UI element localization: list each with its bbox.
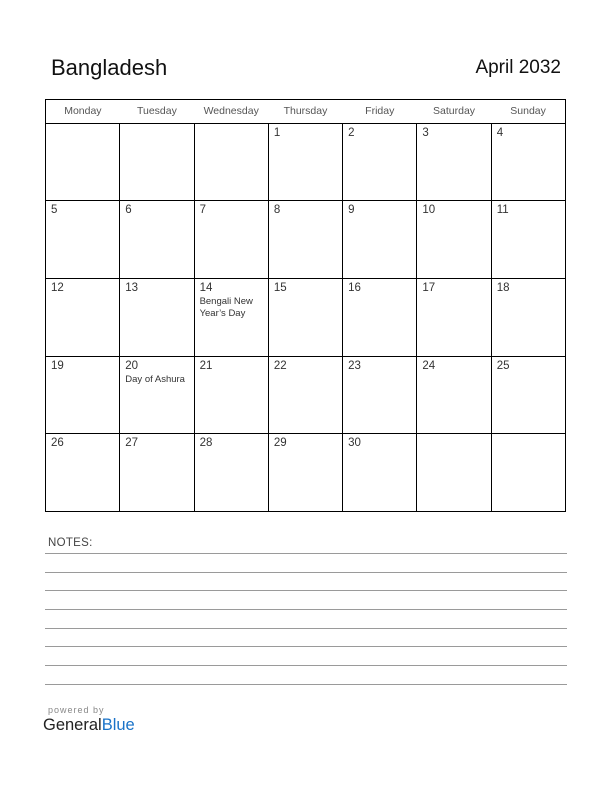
calendar-day-cell bbox=[194, 123, 268, 201]
calendar-day-cell bbox=[491, 434, 565, 512]
calendar-day-cell bbox=[268, 278, 342, 356]
day-number: 23 bbox=[348, 359, 361, 372]
calendar-day-cell bbox=[417, 434, 491, 512]
calendar-day-cell bbox=[46, 201, 120, 279]
calendar-day-cell bbox=[491, 201, 565, 279]
day-number: 10 bbox=[422, 204, 436, 217]
day-number: 19 bbox=[51, 359, 64, 372]
weekday-header: Tuesday bbox=[120, 100, 194, 124]
calendar-day-cell bbox=[268, 356, 342, 434]
calendar-day-cell bbox=[343, 201, 417, 279]
notes-line bbox=[45, 572, 567, 573]
month-year-title: April 2032 bbox=[475, 57, 561, 78]
calendar-day-cell bbox=[343, 123, 417, 201]
generalblue-logo[interactable] bbox=[43, 716, 135, 735]
calendar-day-cell bbox=[491, 356, 565, 434]
calendar-day-cell bbox=[268, 434, 342, 512]
brand-blue-text: Blue bbox=[101, 716, 135, 734]
notes-line bbox=[45, 628, 567, 629]
weekday-header: Monday bbox=[46, 100, 120, 124]
day-number: 30 bbox=[348, 437, 361, 450]
day-number: 17 bbox=[422, 281, 436, 294]
calendar-day-cell bbox=[194, 356, 268, 434]
day-number: 3 bbox=[422, 126, 429, 139]
calendar-week-row bbox=[46, 434, 566, 512]
day-number: 8 bbox=[273, 204, 281, 217]
calendar-day-cell bbox=[120, 278, 194, 356]
day-number: 25 bbox=[496, 359, 510, 372]
brand-general-text: General bbox=[43, 716, 102, 734]
calendar-week-row bbox=[46, 201, 566, 279]
calendar-week-row bbox=[46, 123, 566, 201]
day-number: 15 bbox=[273, 281, 287, 294]
notes-line bbox=[45, 609, 567, 610]
day-number: 21 bbox=[199, 359, 213, 372]
calendar-day-cell bbox=[46, 356, 120, 434]
calendar-grid bbox=[45, 99, 566, 512]
day-number: 14 bbox=[199, 281, 213, 294]
day-number: 6 bbox=[125, 204, 132, 217]
calendar-day-cell bbox=[417, 123, 491, 201]
calendar-day-cell bbox=[120, 356, 194, 434]
calendar-day-cell bbox=[491, 123, 565, 201]
notes-line bbox=[45, 553, 567, 554]
calendar-day-cell bbox=[120, 123, 194, 201]
notes-line bbox=[45, 590, 567, 591]
holiday-label: Day of Ashura bbox=[125, 373, 185, 385]
calendar-day-cell bbox=[343, 356, 417, 434]
calendar-day-cell bbox=[417, 201, 491, 279]
day-number: 16 bbox=[348, 281, 361, 294]
powered-by-label: powered by bbox=[48, 705, 105, 715]
calendar-day-cell bbox=[343, 278, 417, 356]
day-number: 22 bbox=[273, 359, 287, 372]
day-number: 18 bbox=[496, 281, 510, 294]
weekday-header-row bbox=[46, 100, 566, 124]
notes-label: NOTES: bbox=[48, 537, 93, 549]
weekday-header: Sunday bbox=[491, 100, 565, 124]
calendar-day-cell bbox=[343, 434, 417, 512]
day-number: 4 bbox=[496, 126, 504, 139]
weekday-header: Wednesday bbox=[194, 100, 268, 124]
notes-line bbox=[45, 646, 567, 647]
day-number: 24 bbox=[422, 359, 436, 372]
day-number: 5 bbox=[51, 204, 58, 217]
weekday-header: Thursday bbox=[268, 100, 342, 124]
day-number: 26 bbox=[51, 437, 64, 450]
calendar-day-cell bbox=[417, 278, 491, 356]
day-number: 1 bbox=[273, 126, 281, 139]
holiday-label: Bengali New Year’s Day bbox=[199, 295, 253, 319]
calendar-week-row bbox=[46, 356, 566, 434]
day-number: 2 bbox=[348, 126, 355, 139]
weekday-header: Friday bbox=[343, 100, 417, 124]
day-number: 28 bbox=[199, 437, 213, 450]
day-number: 29 bbox=[273, 437, 287, 450]
calendar-week-row bbox=[46, 278, 566, 356]
weekday-header: Saturday bbox=[417, 100, 491, 124]
calendar-day-cell bbox=[46, 278, 120, 356]
notes-line bbox=[45, 665, 567, 666]
calendar-day-cell bbox=[417, 356, 491, 434]
calendar-day-cell bbox=[268, 201, 342, 279]
notes-line bbox=[45, 684, 567, 685]
day-number: 12 bbox=[51, 281, 64, 294]
calendar-day-cell bbox=[120, 434, 194, 512]
calendar-day-cell bbox=[46, 123, 120, 201]
day-number: 20 bbox=[125, 359, 139, 372]
day-number: 27 bbox=[125, 437, 139, 450]
calendar-day-cell bbox=[194, 434, 268, 512]
day-number: 13 bbox=[125, 281, 139, 294]
calendar-day-cell bbox=[491, 278, 565, 356]
day-number: 11 bbox=[496, 204, 509, 217]
calendar-day-cell bbox=[194, 278, 268, 356]
calendar-day-cell bbox=[120, 201, 194, 279]
calendar-day-cell bbox=[268, 123, 342, 201]
country-title: Bangladesh bbox=[51, 55, 168, 80]
calendar-day-cell bbox=[46, 434, 120, 512]
day-number: 9 bbox=[348, 204, 355, 217]
day-number: 7 bbox=[199, 204, 206, 217]
calendar-day-cell bbox=[194, 201, 268, 279]
